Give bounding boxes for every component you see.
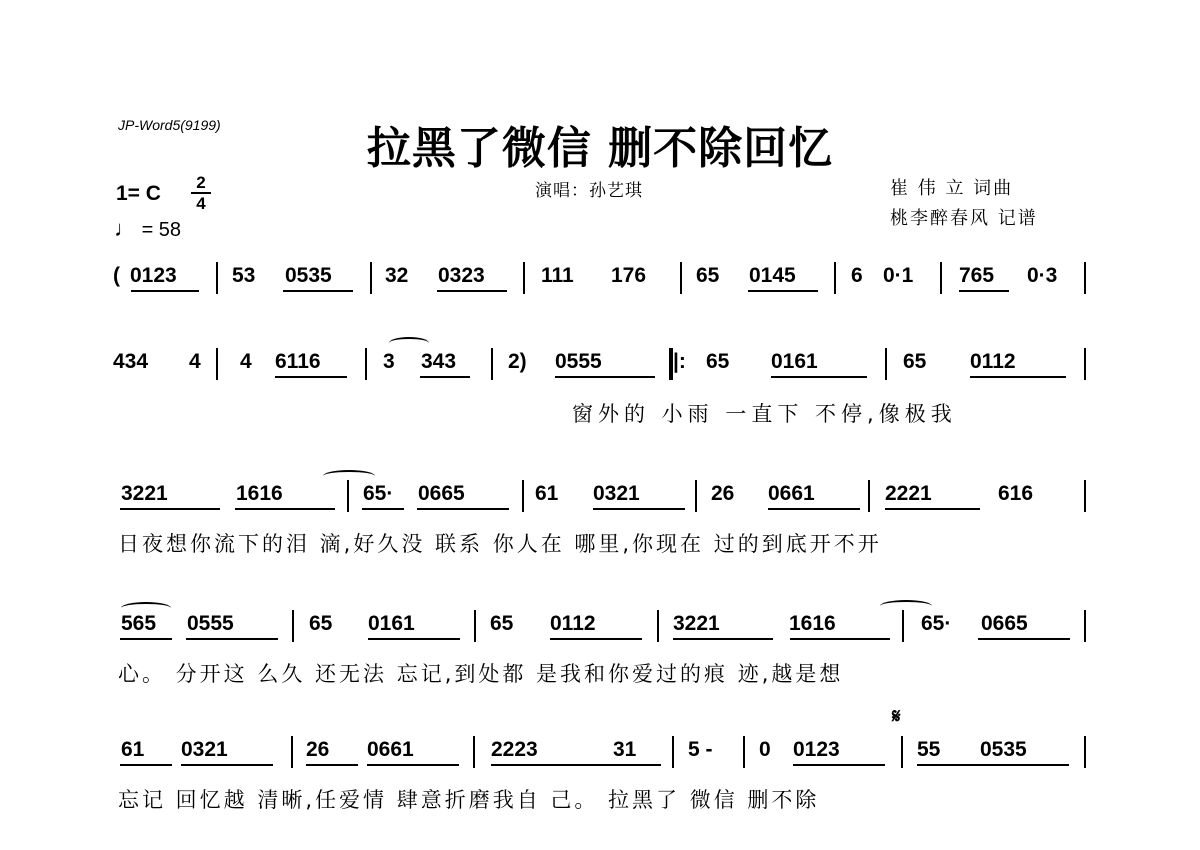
note-group: 65	[490, 612, 514, 635]
note-group: 765	[959, 264, 995, 287]
beam	[748, 290, 818, 292]
note-group: 4	[189, 350, 201, 373]
barline	[1084, 480, 1086, 512]
beam	[131, 290, 199, 292]
note-group: 0661	[367, 738, 414, 761]
time-signature-top: 2	[196, 173, 206, 192]
beam	[790, 638, 890, 640]
note-group: 2)	[508, 350, 527, 373]
source-label: JP-Word5(9199)	[118, 117, 221, 133]
composer-credit: 崔 伟 立 词曲	[890, 178, 1014, 199]
barline	[885, 348, 887, 380]
note-group: 434	[113, 350, 149, 373]
beam	[120, 508, 220, 510]
beam	[120, 764, 172, 766]
barline	[868, 480, 870, 512]
barline	[522, 480, 524, 512]
barline	[901, 736, 903, 768]
barline	[291, 736, 293, 768]
barline	[216, 348, 218, 380]
note-group: 1616	[789, 612, 836, 635]
barline	[1084, 262, 1086, 294]
note-group: 53	[232, 264, 256, 287]
note-group: (	[113, 264, 120, 287]
beam	[283, 290, 353, 292]
barline	[365, 348, 367, 380]
beam	[367, 764, 459, 766]
lyrics-line: 忘记 回忆越 清晰,任爱情 肆意折磨我自 己。 拉黑了 微信 删不除	[118, 788, 820, 812]
beam	[885, 508, 980, 510]
note-group: 616	[998, 482, 1034, 505]
note-group: 0145	[749, 264, 796, 287]
barline	[672, 736, 674, 768]
note-group: 0665	[981, 612, 1028, 635]
note-group: 0555	[187, 612, 234, 635]
barline	[1084, 736, 1086, 768]
key-signature: 1= C	[116, 182, 161, 205]
tempo-marking	[114, 216, 181, 242]
barline	[1084, 348, 1086, 380]
note-group: 0161	[771, 350, 818, 373]
time-signature-bottom: 4	[196, 194, 206, 213]
barline	[834, 262, 836, 294]
tie-arc	[880, 600, 932, 612]
note-group: 3221	[673, 612, 720, 635]
barline	[902, 610, 904, 642]
beam	[550, 638, 642, 640]
beam	[417, 508, 509, 510]
note-group: 0123	[793, 738, 840, 761]
note-group: 55	[917, 738, 941, 761]
tempo-value: = 58	[141, 219, 182, 241]
barline	[473, 736, 475, 768]
segno-icon: 𝄋	[892, 704, 901, 728]
note-group: 0323	[438, 264, 485, 287]
note-group: 26	[306, 738, 330, 761]
note-group: 32	[385, 264, 409, 287]
note-group: 5 -	[688, 738, 713, 761]
beam	[181, 764, 273, 766]
beam	[970, 376, 1066, 378]
note-group: 3	[383, 350, 395, 373]
note-group: 65	[309, 612, 333, 635]
beam	[235, 508, 335, 510]
note-group: 0535	[980, 738, 1027, 761]
barline	[940, 262, 942, 294]
note-group: 0161	[368, 612, 415, 635]
singer-credit: 演唱：孙艺琪	[535, 181, 643, 201]
lyrics-line: 窗外的 小雨 一直下 不停,像极我	[572, 402, 957, 426]
time-signature	[191, 174, 211, 212]
note-group: 0	[759, 738, 771, 761]
barline	[1084, 610, 1086, 642]
barline	[680, 262, 682, 294]
note-group: 0112	[550, 612, 596, 635]
beam	[306, 764, 358, 766]
note-group: 1616	[236, 482, 283, 505]
beam	[368, 638, 460, 640]
note-group: 565	[121, 612, 157, 635]
credits-block	[890, 174, 1038, 234]
beam	[793, 764, 885, 766]
note-group: 0·1	[883, 264, 914, 287]
quarter-note-icon: ♩	[114, 216, 136, 241]
beam	[362, 508, 404, 510]
repeat-sign: |:	[673, 350, 686, 373]
note-group: 26	[711, 482, 735, 505]
note-group: 343	[421, 350, 457, 373]
note-group: 0112	[970, 350, 1016, 373]
barline	[474, 610, 476, 642]
barline	[370, 262, 372, 294]
barline	[743, 736, 745, 768]
tie-arc	[323, 470, 375, 482]
note-group: 4	[240, 350, 252, 373]
beam	[917, 764, 1069, 766]
beam	[120, 638, 172, 640]
note-group: 3221	[121, 482, 168, 505]
lyrics-line: 心。 分开这 么久 还无法 忘记,到处都 是我和你爱过的痕 迹,越是想	[118, 662, 844, 686]
note-group: 61	[535, 482, 559, 505]
barline	[657, 610, 659, 642]
barline	[523, 262, 525, 294]
beam	[673, 638, 773, 640]
beam	[978, 638, 1070, 640]
note-group: 2221	[885, 482, 932, 505]
note-group: 0·3	[1027, 264, 1058, 287]
barline	[292, 610, 294, 642]
beam	[768, 508, 860, 510]
transcriber-credit: 桃李醉春风 记谱	[890, 208, 1038, 229]
song-title: 拉黑了微信 删不除回忆	[366, 123, 834, 174]
barline	[216, 262, 218, 294]
note-group: 0661	[768, 482, 815, 505]
note-group: 176	[611, 264, 647, 287]
beam	[491, 764, 661, 766]
beam	[555, 376, 655, 378]
barline	[347, 480, 349, 512]
note-group: 65·	[921, 612, 952, 635]
note-group: 0321	[593, 482, 640, 505]
lyrics-line: 日夜想你流下的泪 滴,好久没 联系 你人在 哪里,你现在 过的到底开不开	[118, 532, 882, 556]
barline	[695, 480, 697, 512]
note-group: 65	[696, 264, 720, 287]
note-group: 0555	[555, 350, 602, 373]
note-group: 2223	[491, 738, 538, 761]
note-group: 0535	[285, 264, 332, 287]
repeat-barline	[669, 348, 673, 380]
note-group: 65·	[363, 482, 394, 505]
beam	[437, 290, 507, 292]
beam	[959, 290, 1009, 292]
note-group: 0321	[181, 738, 228, 761]
note-group: 111	[541, 264, 574, 287]
note-group: 6116	[275, 350, 321, 373]
note-group: 65	[903, 350, 927, 373]
tie-arc	[389, 337, 429, 349]
note-group: 61	[121, 738, 145, 761]
note-group: 0123	[130, 264, 177, 287]
beam	[186, 638, 278, 640]
barline	[491, 348, 493, 380]
note-group: 6	[851, 264, 863, 287]
note-group: 0665	[418, 482, 465, 505]
note-group: 31	[613, 738, 637, 761]
tie-arc	[121, 602, 171, 614]
beam	[275, 376, 347, 378]
beam	[593, 508, 685, 510]
note-group: 65	[706, 350, 730, 373]
beam	[420, 376, 470, 378]
beam	[771, 376, 867, 378]
